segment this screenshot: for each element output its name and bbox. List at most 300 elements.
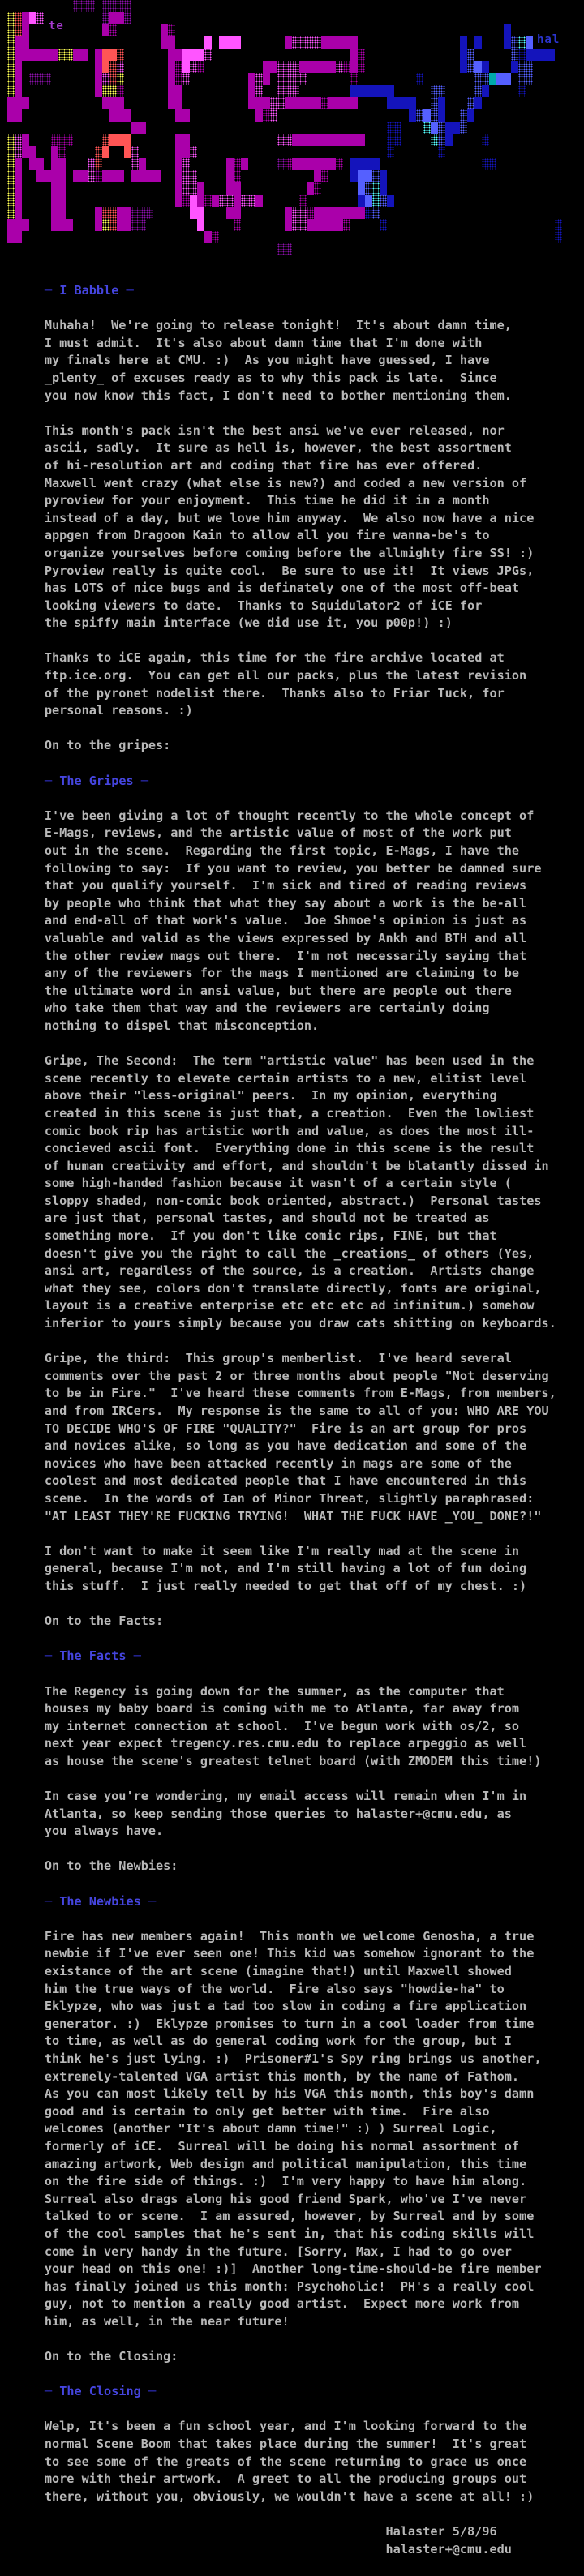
text-line: personal reasons. :)	[0, 703, 193, 718]
ansi-block-cell	[438, 109, 445, 122]
ansi-block-cell	[7, 61, 15, 73]
ansi-block-cell	[270, 61, 277, 73]
ansi-block-cell	[161, 36, 168, 49]
ansi-block-cell	[358, 49, 365, 61]
ansi-block-cell	[336, 61, 343, 73]
ansi-block-cell	[95, 170, 102, 182]
ansi-block-cell	[453, 122, 460, 134]
ansi-block-cell	[292, 36, 299, 49]
ansi-block-cell	[197, 207, 204, 219]
ansi-block-cell	[314, 182, 321, 195]
ansi-block-cell	[190, 146, 197, 158]
text-line: my internet connection at school. I've begun work with os/2, so	[0, 1718, 520, 1734]
ansi-block-cell	[307, 219, 314, 231]
ansi-block-cell	[365, 170, 372, 182]
ansi-block-cell	[438, 85, 445, 97]
ansi-block-cell	[314, 207, 321, 219]
ansi-block-cell	[175, 49, 182, 61]
ansi-block-cell	[73, 49, 80, 61]
ansi-block-cell	[321, 170, 328, 182]
text-line: you now know this fact, I don't need to bother mentioning them.	[0, 388, 512, 403]
ansi-block-cell	[423, 122, 431, 134]
ansi-block-cell	[110, 0, 117, 12]
ansi-block-cell	[460, 36, 467, 49]
ansi-block-cell	[285, 85, 292, 97]
ansi-block-cell	[36, 158, 44, 170]
ansi-block-cell	[22, 97, 29, 109]
ansi-block-cell	[277, 73, 285, 85]
text-line: are just that, personal tastes, and should not be treated as	[0, 1211, 490, 1226]
ansi-block-cell	[110, 97, 117, 109]
ansi-block-cell	[343, 61, 350, 73]
ansi-block-cell	[314, 158, 321, 170]
ansi-block-cell	[36, 170, 44, 182]
ansi-block-cell	[438, 97, 445, 109]
text-line: Surreal also drags along his good friend Spark, who've I've never	[0, 2191, 527, 2206]
ansi-block-cell	[58, 146, 66, 158]
ansi-block-cell	[350, 36, 358, 49]
text-line: guy, not to mention a really good artist. Expect more work from	[0, 2296, 520, 2312]
ansi-block-cell	[182, 73, 190, 85]
ansi-block-cell	[299, 36, 307, 49]
ansi-block-cell	[358, 182, 365, 195]
ansi-block-cell	[460, 61, 467, 73]
ansi-block-cell	[234, 158, 241, 170]
ansi-block-cell	[58, 182, 66, 195]
ansi-block-cell	[307, 36, 314, 49]
ansi-block-cell	[380, 85, 387, 97]
text-line: TO DECIDE WHO'S OF FIRE "QUALITY?" Fire is an art group for pros	[0, 1421, 527, 1436]
text-line: existance of the art scene (imagine that!) until Maxwell showed	[0, 1964, 512, 1978]
text-line: On to the Closing:	[0, 2349, 178, 2364]
ansi-block-cell	[190, 49, 197, 61]
text-line: of the cool samples that he's sent in, that his coding skills will	[0, 2226, 535, 2241]
ansi-block-cell	[226, 158, 234, 170]
text-line: coolest and most dedicated people that I have encountered in this	[0, 1473, 527, 1489]
text-line: Maxwell went crazy (what else is new?) and coded a new version of	[0, 475, 527, 491]
ansi-block-cell	[110, 85, 117, 97]
ansi-block-cell	[307, 182, 314, 195]
ansi-block-cell	[285, 97, 292, 109]
ansi-block-cell	[102, 134, 110, 146]
text-line: sloppy shaded, non-comic book oriented, abstract.) Personal tastes	[0, 1193, 542, 1208]
ansi-block-cell	[117, 0, 124, 12]
text-line: good and is certain to only get better with time. Fire also	[0, 2103, 490, 2119]
ansi-block-cell	[299, 61, 307, 73]
ansi-block-cell	[482, 134, 489, 146]
ansi-block-cell	[285, 243, 292, 255]
ansi-block-cell	[555, 219, 562, 231]
ansi-block-cell	[365, 85, 372, 97]
ansi-block-cell	[350, 73, 358, 85]
blank-line	[0, 405, 584, 422]
text-line: I've been giving a lot of thought recently to the whole concept of	[0, 808, 535, 823]
blank-line	[0, 755, 584, 773]
ansi-block-cell	[124, 109, 131, 122]
ansi-block-cell	[95, 219, 102, 231]
ansi-block-cell	[175, 61, 182, 73]
ansi-block-cell	[95, 61, 102, 73]
ansi-block-cell	[314, 97, 321, 109]
blank-line	[0, 1665, 584, 1683]
ansi-block-cell	[204, 195, 212, 207]
ansi-block-cell	[482, 158, 489, 170]
ansi-block-cell	[226, 170, 234, 182]
text-line: E-Mags, reviews, and the artistic value of most of the work put	[0, 825, 512, 841]
ansi-block-cell	[51, 207, 58, 219]
ansi-block-cell	[321, 207, 328, 219]
ansi-block-cell	[7, 195, 15, 207]
ansi-block-cell	[197, 219, 204, 231]
ansi-block-cell	[139, 122, 146, 134]
ansi-block-cell	[22, 36, 29, 49]
ansi-block-cell	[256, 109, 263, 122]
text-line: valuable and valid as the views expressed by Ankh and BTH and all	[0, 930, 527, 945]
ansi-block-cell	[7, 73, 15, 85]
ansi-block-cell	[474, 61, 482, 73]
ansi-block-cell	[146, 170, 153, 182]
ansi-block-cell	[51, 219, 58, 231]
section-heading-dash: ─	[44, 1893, 53, 1909]
section-heading-dash: ─	[44, 1648, 53, 1664]
ansi-block-cell	[248, 85, 256, 97]
ansi-block-cell	[102, 146, 110, 158]
ansi-block-cell	[292, 219, 299, 231]
ansi-block-cell	[102, 170, 110, 182]
ansi-block-cell	[394, 122, 402, 134]
ansi-block-cell	[182, 134, 190, 146]
ansi-block-cell	[328, 134, 336, 146]
ansi-block-cell	[117, 12, 124, 24]
ansi-block-cell	[358, 170, 365, 182]
ansi-block-cell	[117, 49, 124, 61]
text-line: of human creativity and effort, and shouldn't be blatantly dissed in	[0, 1158, 549, 1173]
ansi-block-cell	[518, 85, 526, 97]
ansi-block-cell	[431, 134, 438, 146]
ansi-block-cell	[438, 134, 445, 146]
ansi-block-cell	[124, 207, 131, 219]
ansi-block-cell	[15, 12, 22, 24]
ansi-block-cell	[387, 134, 394, 146]
text-line: houses my baby board is coming with me to Atlanta, far away from	[0, 1701, 520, 1717]
text-line: created in this scene is just that, a creation. Even the lowliest	[0, 1105, 535, 1121]
ansi-block-cell	[219, 36, 226, 49]
ansi-block-cell	[88, 158, 95, 170]
ansi-block-cell	[117, 61, 124, 73]
blank-line	[0, 300, 584, 318]
ansi-block-cell	[204, 36, 212, 49]
ansi-block-cell	[350, 158, 358, 170]
ansi-block-cell	[7, 170, 15, 182]
text-line: above their "less-original" peers. In my opinion, everything	[0, 1088, 497, 1104]
ansi-block-cell	[29, 12, 36, 24]
ansi-block-cell	[285, 219, 292, 231]
ansi-block-cell	[409, 109, 416, 122]
ansi-block-cell	[139, 207, 146, 219]
ansi-block-cell	[102, 97, 110, 109]
text-line: welcomes (another "It's about damn time!" :) ) Surreal Logic,	[0, 2121, 497, 2137]
ansi-block-cell	[248, 97, 256, 109]
ansi-block-cell	[15, 170, 22, 182]
text-line: This month's pack isn't the best ansi we've ever released, nor	[0, 422, 505, 438]
ansi-block-cell	[73, 170, 80, 182]
ansi-block-cell	[365, 182, 372, 195]
blank-line	[0, 1910, 584, 1928]
ansi-block-cell	[110, 61, 117, 73]
ansi-block-cell	[102, 12, 110, 24]
ansi-block-cell	[124, 134, 131, 146]
ansi-block-cell	[15, 231, 22, 243]
ansi-block-cell	[58, 134, 66, 146]
ansi-block-cell	[299, 97, 307, 109]
text-line: on the fire side of things. :) I'm very happy to have him along.	[0, 2174, 527, 2189]
ansi-block-cell	[299, 195, 307, 207]
ansi-block-cell	[80, 170, 88, 182]
ansi-block-cell	[36, 12, 44, 24]
ansi-block-cell	[51, 170, 58, 182]
ansi-block-cell	[102, 85, 110, 97]
ansi-block-cell	[350, 134, 358, 146]
ansi-block-cell	[518, 61, 526, 73]
ansi-block-cell	[431, 85, 438, 97]
ansi-block-cell	[526, 36, 533, 49]
text-line: inferior to yours simply because you draw cats shitting on keyboards.	[0, 1316, 556, 1331]
ansi-block-cell	[438, 122, 445, 134]
ansi-block-cell	[139, 158, 146, 170]
ansi-block-cell	[29, 146, 36, 158]
ansi-block-cell	[139, 170, 146, 182]
ansi-block-cell	[467, 49, 474, 61]
ansi-block-cell	[307, 61, 314, 73]
text-line: out in the scene. Regarding the first topic, E-Mags, I have the	[0, 843, 520, 858]
ansi-block-cell	[336, 158, 343, 170]
ansi-block-cell	[416, 73, 423, 85]
ansi-block-cell	[460, 109, 467, 122]
ansi-block-cell	[431, 122, 438, 134]
ansi-block-cell	[7, 109, 15, 122]
ansi-block-cell	[168, 97, 175, 109]
ansi-block-cell	[197, 49, 204, 61]
ansi-block-cell	[234, 182, 241, 195]
ansi-block-cell	[182, 146, 190, 158]
ansi-block-cell	[15, 85, 22, 97]
text-line: As you can most likely tell by his VGA this month, this boy's damn	[0, 2086, 535, 2102]
ansi-block-cell	[95, 85, 102, 97]
ansi-block-cell	[328, 207, 336, 219]
ansi-block-cell	[175, 97, 182, 109]
ansi-block-cell	[292, 85, 299, 97]
ansi-block-cell	[22, 12, 29, 24]
ansi-block-cell	[277, 61, 285, 73]
ansi-block-cell	[336, 97, 343, 109]
ansi-block-cell	[95, 158, 102, 170]
ansi-block-cell	[387, 85, 394, 97]
ansi-block-cell	[292, 61, 299, 73]
ansi-block-cell	[314, 36, 321, 49]
text-line: as house the scene's greatest telnet board (with ZMODEM this time!)	[0, 1753, 542, 1768]
ansi-block-cell	[277, 97, 285, 109]
section-heading-label: The Newbies	[59, 1893, 141, 1909]
ansi-block-cell	[277, 158, 285, 170]
ansi-block-cell	[511, 61, 518, 73]
ansi-block-cell	[518, 36, 526, 49]
ansi-block-cell	[226, 207, 234, 219]
ansi-block-cell	[321, 36, 328, 49]
ansi-block-cell	[22, 24, 29, 36]
ansi-block-cell	[182, 170, 190, 182]
ansi-block-cell	[241, 195, 248, 207]
ansi-block-cell	[15, 49, 22, 61]
ansi-block-cell	[102, 219, 110, 231]
ansi-block-cell	[15, 158, 22, 170]
ansi-block-cell	[110, 219, 117, 231]
blank-line	[0, 1875, 584, 1893]
blank-line	[0, 1631, 584, 1648]
ansi-block-cell	[58, 170, 66, 182]
ansi-block-cell	[15, 36, 22, 49]
ansi-block-cell	[263, 73, 270, 85]
ansi-block-cell	[328, 158, 336, 170]
section-heading-dash: ─	[44, 773, 53, 788]
blank-line	[0, 2558, 584, 2576]
ansi-block-cell	[321, 219, 328, 231]
ansi-block-cell	[511, 36, 518, 49]
ansi-block-cell	[131, 170, 139, 182]
ansi-block-cell	[460, 122, 467, 134]
ansi-block-cell	[29, 73, 36, 85]
ansi-block-cell	[350, 207, 358, 219]
section-heading-dash: ─	[148, 2384, 157, 2399]
ansi-block-cell	[102, 61, 110, 73]
text-line: your head on this one! :)] Another long-time-should-be fire member	[0, 2261, 542, 2277]
text-line: instead of a day, but we love him anyway. We also now have a nice	[0, 510, 535, 525]
ansi-block-cell	[95, 73, 102, 85]
text-line: and novices alike, so long as you have dedication and some of the	[0, 1438, 527, 1454]
ansi-block-cell	[328, 36, 336, 49]
blank-line	[0, 790, 584, 808]
ansi-block-cell	[540, 49, 548, 61]
artist-tag-right: hal	[537, 33, 560, 46]
text-line: of hi-resolution art and coding that fire has ever offered.	[0, 457, 483, 473]
ansi-block-cell	[474, 97, 482, 109]
ansi-block-cell	[234, 207, 241, 219]
ansi-block-cell	[343, 134, 350, 146]
section-heading	[0, 773, 584, 791]
ansi-block-cell	[350, 85, 358, 97]
ansi-block-cell	[409, 97, 416, 109]
ansi-block-cell	[15, 219, 22, 231]
ansi-block-cell	[7, 49, 15, 61]
ansi-block-cell	[285, 158, 292, 170]
ansi-block-cell	[314, 61, 321, 73]
text-line: extremely-talented VGA artist this month, by the name of Fathom.	[0, 2068, 520, 2084]
ansi-block-cell	[175, 170, 182, 182]
ansi-block-cell	[168, 73, 175, 85]
ansi-block-cell	[328, 219, 336, 231]
ansi-block-cell	[263, 97, 270, 109]
ansi-block-cell	[212, 195, 219, 207]
ansi-block-cell	[102, 73, 110, 85]
text-line: I don't want to make it seem like I'm really mad at the scene in	[0, 1543, 520, 1558]
ansi-block-cell	[131, 219, 139, 231]
ansi-block-cell	[533, 49, 540, 61]
text-line: this stuff. I just really needed to get that off of my chest. :)	[0, 1578, 527, 1593]
ansi-block-cell	[387, 195, 394, 207]
ansi-block-cell	[175, 109, 182, 122]
text-line: _plenty_ of excuses ready as to why this pack is late. Since	[0, 370, 497, 385]
ansi-block-cell	[168, 36, 175, 49]
ansi-block-cell	[270, 109, 277, 122]
ansi-block-cell	[124, 0, 131, 12]
ansi-block-cell	[175, 195, 182, 207]
artist-tag-left: te	[49, 19, 64, 32]
ansi-block-cell	[29, 49, 36, 61]
ansi-block-cell	[15, 24, 22, 36]
ansi-block-cell	[58, 158, 66, 170]
ansi-block-cell	[256, 97, 263, 109]
ansi-block-cell	[58, 207, 66, 219]
ansi-block-cell	[423, 109, 431, 122]
ansi-block-cell	[175, 182, 182, 195]
section-heading-dash: ─	[126, 283, 134, 298]
ansi-block-cell	[36, 49, 44, 61]
ansi-block-cell	[307, 158, 314, 170]
ansi-block-cell	[36, 73, 44, 85]
ansi-block-cell	[328, 61, 336, 73]
ansi-block-cell	[95, 146, 102, 158]
text-line: Pyroview really is quite cool. Be sure to use it! It views JPGs,	[0, 563, 535, 578]
ansi-block-cell	[445, 134, 453, 146]
ansi-block-cell	[66, 134, 73, 146]
ansi-block-cell	[292, 207, 299, 219]
ansi-block-cell	[15, 182, 22, 195]
ansi-block-cell	[234, 195, 241, 207]
text-line: the spiffy main interface (we did use it, you p00p!) :)	[0, 615, 453, 631]
ansi-block-cell	[321, 61, 328, 73]
ansi-block-cell	[372, 195, 380, 207]
text-line: normal Scene Boom that takes place during the summer! It's great	[0, 2437, 527, 2452]
text-line: Atlanta, so keep sending those queries to halaster+@cmu.edu, as	[0, 1806, 512, 1821]
ansi-block-cell	[489, 73, 496, 85]
blank-line	[0, 1770, 584, 1788]
ansi-block-cell	[277, 243, 285, 255]
ansi-block-cell	[204, 49, 212, 61]
text-line: him the true ways of the world. Fire also says "howdie-ha" to	[0, 1981, 505, 1996]
ansi-block-cell	[219, 195, 226, 207]
ansi-block-cell	[15, 61, 22, 73]
ansi-block-cell	[263, 109, 270, 122]
ansi-block-cell	[131, 122, 139, 134]
section-heading-label: The Facts	[59, 1648, 127, 1664]
text-line: In case you're wondering, my email access will remain when I'm in	[0, 1789, 527, 1804]
ansi-block-cell	[394, 134, 402, 146]
text-line: Eklypze, who was just a tad too slow in coding a fire application	[0, 1999, 527, 2014]
ansi-block-cell	[467, 61, 474, 73]
section-heading-label: The Gripes	[59, 773, 134, 788]
text-line: comic book rip has artistic worth and value, as does the most ill-	[0, 1123, 535, 1138]
text-line: think he's just lying. :) Prisoner#1's Spy ring brings us another,	[0, 2051, 542, 2066]
ansi-block-cell	[117, 170, 124, 182]
ansi-block-cell	[285, 134, 292, 146]
ansi-block-cell	[350, 61, 358, 73]
text-line: the ultimate word in ansi value, but there are people out there	[0, 983, 512, 998]
text-line: you always have.	[0, 1824, 164, 1839]
ansi-block-cell	[124, 12, 131, 24]
ansi-block-cell	[80, 49, 88, 61]
ansi-block-cell	[7, 231, 15, 243]
ansi-block-cell	[88, 170, 95, 182]
ansi-block-cell	[110, 170, 117, 182]
